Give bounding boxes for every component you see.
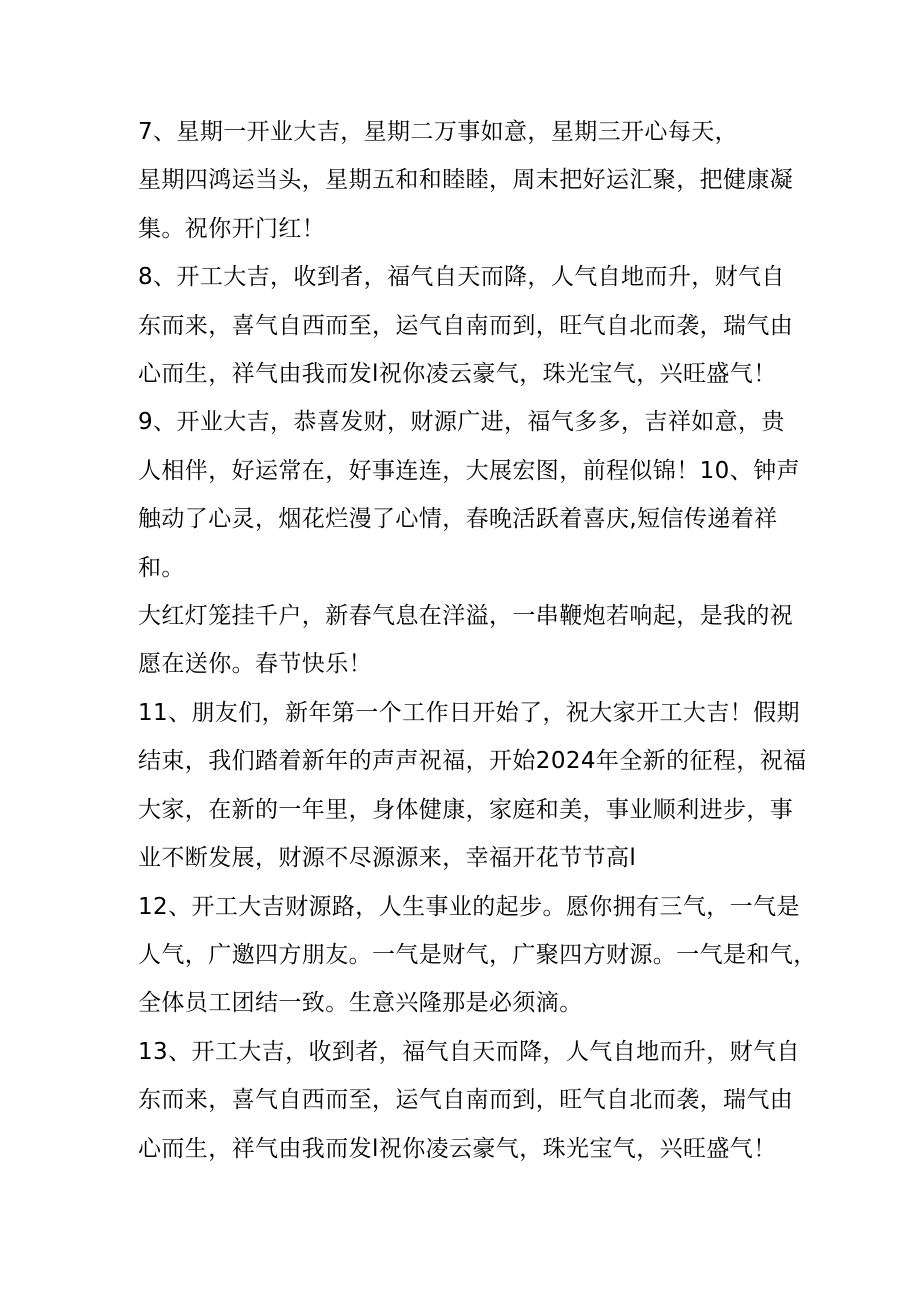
text-line: 13、开工大吉，收到者，福气自天而降，人气自地而升，财气自 <box>138 1038 800 1065</box>
text-line: 8、开工大吉，收到者，福气自天而降，人气自地而升，财气自 <box>138 264 785 291</box>
text-line: 东而来，喜气自西而至，运气自南而到，旺气自北而袭，瑞气由 <box>138 312 794 339</box>
text-line: 愿在送你。春节快乐！ <box>138 651 372 678</box>
text-line: 全体员工团结一致。生意兴隆那是必须滴。 <box>138 990 583 1017</box>
text-line: 和。 <box>138 554 185 581</box>
text-line: 集。祝你开门红！ <box>138 215 326 242</box>
text-line: 东而来，喜气自西而至，运气自南而到，旺气自北而袭，瑞气由 <box>138 1087 794 1114</box>
text-line: 大家，在新的一年里，身体健康，家庭和美，事业顺利进步，事 <box>138 796 794 823</box>
text-line: 9、开业大吉，恭喜发财，财源广进，福气多多，吉祥如意，贵 <box>138 409 785 436</box>
text-line: 7、星期一开业大吉，星期二万事如意，星期三开心每天， <box>138 119 739 145</box>
text-line: 心而生，祥气由我而发l祝你凌云豪气，珠光宝气，兴旺盛气！ <box>138 1135 777 1162</box>
text-line: 结束，我们踏着新年的声声祝福，开始2024年全新的征程，祝福 <box>138 748 807 775</box>
text-line: 星期四鸿运当头，星期五和和睦睦，周末把好运汇聚，把健康凝 <box>138 167 794 194</box>
text-line: 心而生，祥气由我而发l祝你凌云豪气，珠光宝气，兴旺盛气！ <box>138 361 777 388</box>
document-text <box>138 108 817 1173</box>
text-line: 人相伴，好运常在，好事连连，大展宏图，前程似锦！10、钟声 <box>138 457 800 484</box>
text-line: 11、朋友们，新年第一个工作日开始了，祝大家开工大吉！假期 <box>138 699 800 726</box>
text-line: 大红灯笼挂千户，新春气息在洋溢，一串鞭炮若响起，是我的祝 <box>138 603 794 630</box>
text-line: 12、开工大吉财源路，人生事业的起步。愿你拥有三气，一气是 <box>138 893 800 920</box>
text-line: 触动了心灵，烟花烂漫了心情，春晚活跃着喜庆,短信传递着祥 <box>138 506 778 533</box>
text-line: 人气，广邀四方朋友。一气是财气，广聚四方财源。一气是和气， <box>138 941 817 968</box>
text-line: 业不断发展，财源不尽源源来，幸福开花节节高l <box>138 845 637 872</box>
